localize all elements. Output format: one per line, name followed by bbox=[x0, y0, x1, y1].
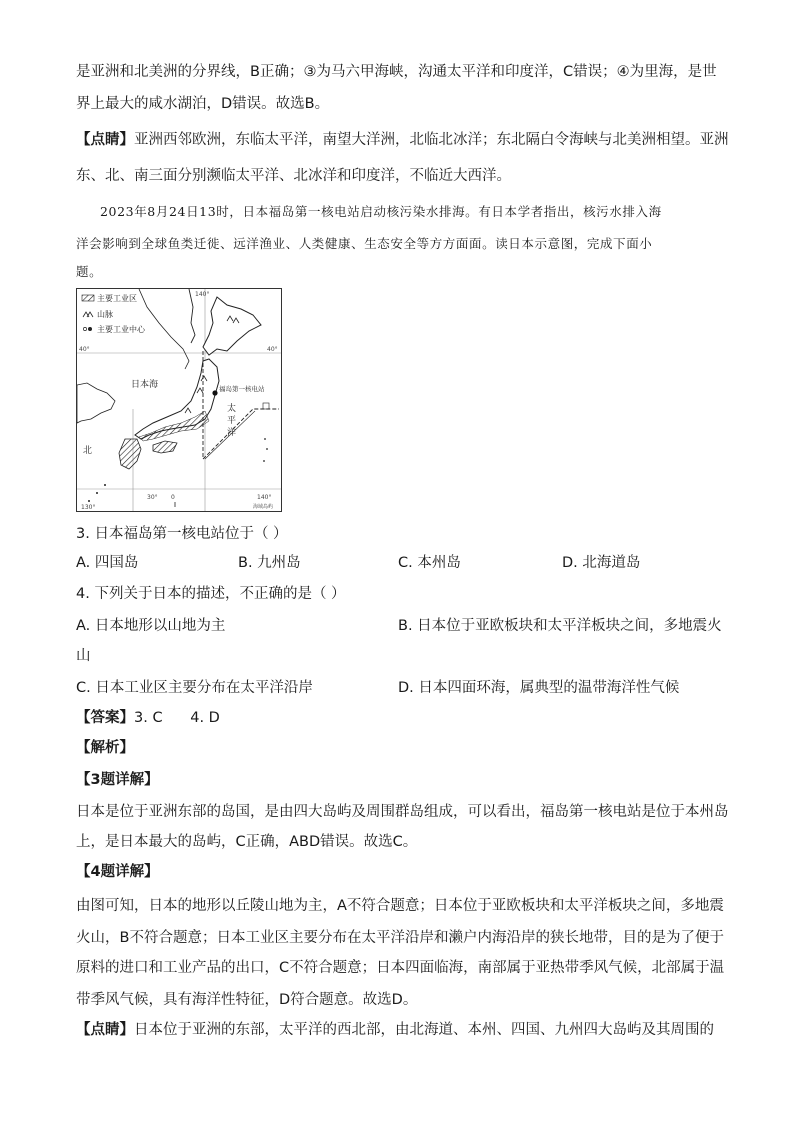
pacific-label-3: 洋 bbox=[227, 428, 237, 438]
text-line: 原料的进口和工业产品的出口，C不符合题意；日本四面临海，南部属于亚热带季风气候，北部属于温 bbox=[76, 960, 725, 976]
tip-tag: 【点睛】 bbox=[76, 132, 134, 148]
lat-30-label: 30° bbox=[147, 494, 158, 501]
q3-detail-tag: 【3题详解】 bbox=[76, 772, 159, 788]
hokkaido-island bbox=[203, 297, 261, 355]
pacific-label-2: 平 bbox=[227, 416, 237, 426]
q3-option-d[interactable]: D. 北海道岛 bbox=[562, 555, 641, 571]
question-3-stem: 3. 日本福岛第一核电站位于（ ） bbox=[76, 526, 288, 542]
question-intro: 2023年8月24日13时，日本福岛第一核电站启动核污染水排海。有日本学者指出，核污水排入海 bbox=[100, 204, 662, 219]
legend-mountains: 山脉 bbox=[97, 310, 113, 319]
text-line: 上，是日本最大的岛屿，C正确，ABD错误。故选C。 bbox=[76, 834, 418, 850]
industrial-zone-swatch bbox=[82, 295, 94, 301]
tip-paragraph bbox=[76, 130, 729, 150]
question-intro: 题。 bbox=[76, 264, 103, 279]
answer-text: 3. C 4. D bbox=[134, 710, 220, 726]
lat-40-label: 40° bbox=[267, 346, 278, 353]
plant-label: 福岛第一核电站 bbox=[219, 385, 265, 393]
island-dot bbox=[104, 484, 106, 486]
text-line: 东、北、南三面分别濒临太平洋、北冰洋和印度洋，不临近大西洋。 bbox=[76, 168, 511, 184]
kyushu-island bbox=[119, 439, 141, 469]
text-line: 带季风气候，具有海洋性特征，D符合题意。故选D。 bbox=[76, 992, 418, 1008]
lon-140-bottom: 140° bbox=[257, 494, 272, 501]
q3-option-a[interactable]: A. 四国岛 bbox=[76, 555, 139, 571]
answer-line bbox=[76, 708, 220, 728]
q3-option-c[interactable]: C. 本州岛 bbox=[398, 555, 461, 571]
inset-box bbox=[263, 403, 269, 409]
q4-detail-tag: 【4题详解】 bbox=[76, 864, 159, 880]
legend-industrial-center: 主要工业中心 bbox=[97, 325, 145, 334]
island-dot bbox=[264, 438, 266, 440]
text-line: 是亚洲和北美洲的分界线，B正确；③为马六甲海峡，沟通太平洋和印度洋，C错误；④为里海，是世 bbox=[76, 64, 717, 80]
lon-140-top: 140° bbox=[195, 291, 210, 298]
question-4-stem: 4. 下列关于日本的描述，不正确的是（ ） bbox=[76, 586, 346, 602]
korea-coast bbox=[77, 383, 115, 423]
tip-paragraph bbox=[76, 1020, 714, 1040]
corner-note: 海域岛屿 bbox=[253, 504, 274, 510]
text-line: 火山，B不符合题意；日本工业区主要分布在太平洋沿岸和濑户内海沿岸的狭长地带，目的是为了便于 bbox=[76, 930, 724, 946]
analysis-tag: 【解析】 bbox=[76, 740, 134, 756]
text-line: 日本是位于亚洲东部的岛国，是由四大岛屿及周围群岛组成，可以看出，福岛第一核电站是位于本州岛 bbox=[76, 804, 729, 820]
tip-text: 日本位于亚洲的东部，太平洋的西北部，由北海道、本州、四国、九州四大岛屿及其周围的 bbox=[134, 1022, 714, 1038]
text-line: 界上最大的咸水湖泊，D错误。故选B。 bbox=[76, 96, 330, 112]
lon-130-label: 130° bbox=[81, 504, 96, 511]
q3-option-b[interactable]: B. 九州岛 bbox=[238, 555, 301, 571]
shikoku-island bbox=[153, 441, 177, 453]
island-dot bbox=[263, 460, 265, 462]
fukushima-plant-marker bbox=[212, 390, 217, 395]
answer-tag: 【答案】 bbox=[76, 710, 134, 726]
sea-of-japan-label: 日本海 bbox=[131, 380, 159, 390]
tip-tag: 【点睛】 bbox=[76, 1022, 134, 1038]
north-label: 北 bbox=[83, 446, 93, 456]
q4-option-b[interactable]: B. 日本位于亚欧板块和太平洋板块之间，多地震火 bbox=[398, 618, 722, 634]
pacific-label-1: 太 bbox=[227, 404, 237, 414]
q4-option-d[interactable]: D. 日本四面环海，属典型的温带海洋性气候 bbox=[398, 680, 680, 696]
q4-option-c[interactable]: C. 日本工业区主要分布在太平洋沿岸 bbox=[76, 680, 313, 696]
q4-option-a[interactable]: A. 日本地形以山地为主 bbox=[76, 618, 226, 634]
lat-40-left-label: 40° bbox=[79, 346, 90, 353]
mainland-coast bbox=[139, 289, 189, 369]
island-dot bbox=[266, 448, 268, 450]
japan-map bbox=[76, 288, 282, 512]
island-dot bbox=[96, 492, 98, 494]
text-line: 由图可知，日本的地形以丘陵山地为主，A不符合题意；日本位于亚欧板块和太平洋板块之间，多地震 bbox=[76, 898, 724, 914]
scale-zero: 0 bbox=[171, 494, 175, 501]
question-intro: 洋会影响到全球鱼类迁徙、远洋渔业、人类健康、生态安全等方方面面。读日本示意图，完成下面小 bbox=[76, 236, 653, 251]
major-city-icon bbox=[88, 327, 92, 331]
q4-option-b-cont: 山 bbox=[76, 648, 91, 664]
legend-industrial-zone: 主要工业区 bbox=[97, 294, 137, 303]
tip-text: 亚洲西邻欧洲，东临太平洋，南望大洋洲，北临北冰洋；东北隔白令海峡与北美洲相望。亚洲 bbox=[134, 132, 729, 148]
island-dot bbox=[88, 500, 90, 502]
